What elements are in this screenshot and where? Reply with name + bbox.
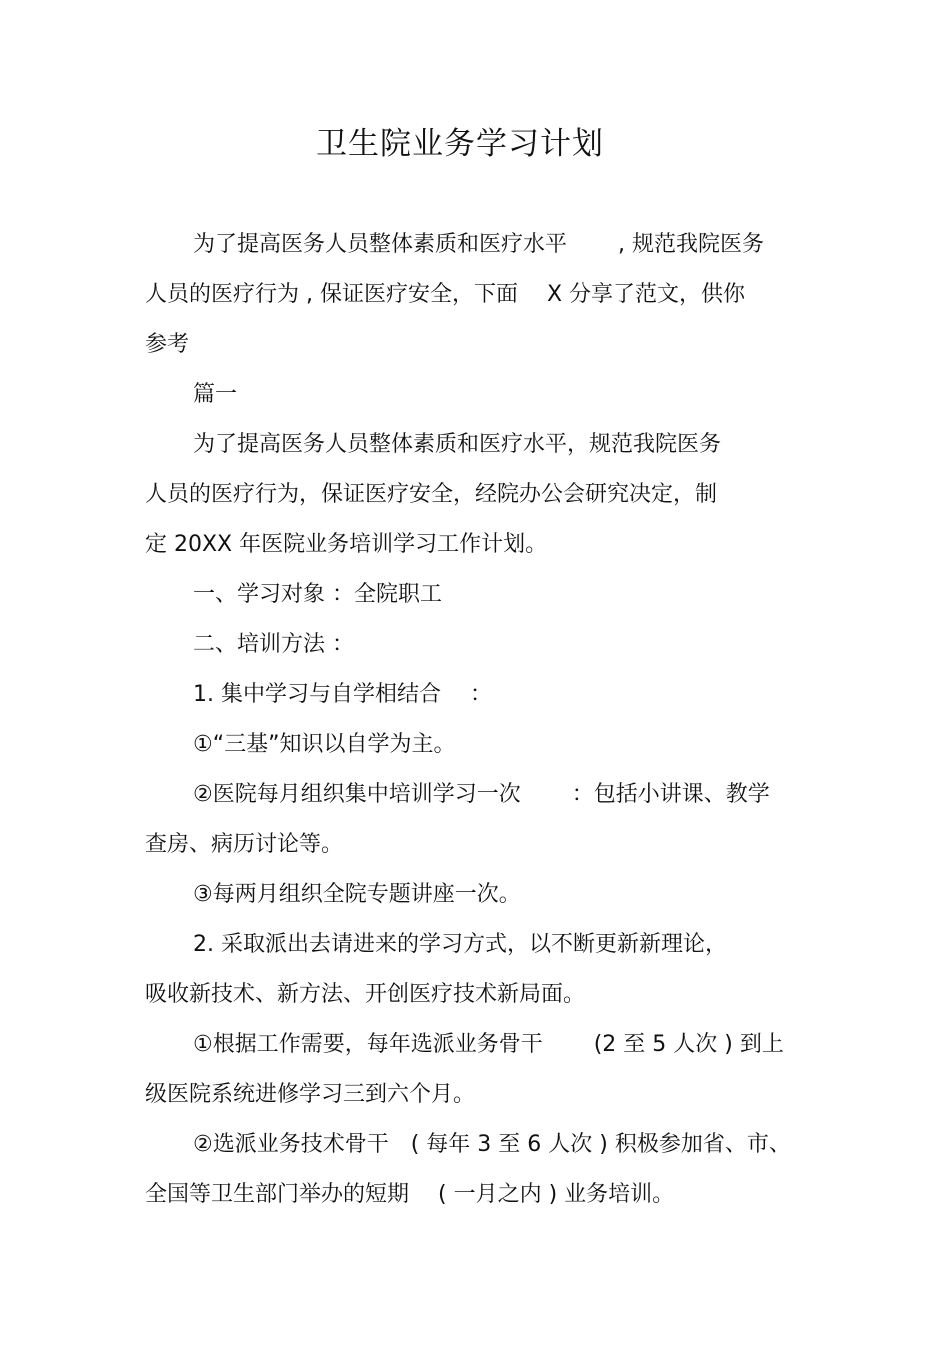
body-line: ②选派业务技术骨干 ( 每年 3 至 6 人次 ) 积极参加省、市、 [193,1132,791,1157]
body-line: 二、培训方法 ： [193,632,354,657]
body-line: 级医院系统进修学习三到六个月。 [145,1082,476,1107]
body-line: 查房、病历讨论等。 [145,832,344,857]
body-line: 参考 [145,332,190,357]
body-line: 为了提高医务人员整体素质和医疗水平，规范我院医务 [193,432,722,457]
body-line: 吸收新技术、新方法、开创医疗技术新局面。 [145,982,586,1007]
document-title: 卫生院业务学习计划 [316,126,604,162]
body-line: 为了提高医务人员整体素质和医疗水平 , 规范我院医务 [193,232,764,257]
body-line: 人员的医疗行为 , 保证医疗安全，下面 X 分享了范文，供你 [145,282,746,307]
body-line: 一、学习对象 ：全院职工 [193,582,442,607]
body-line: 篇一 [193,382,238,407]
body-line: ②医院每月组织集中培训学习一次 ：包括小讲课、教学 [193,782,770,807]
body-line: 2. 采取派出去请进来的学习方式，以不断更新新理论， [193,932,727,957]
document-body [145,220,815,1220]
body-line: ③每两月组织全院专题讲座一次。 [193,882,521,907]
body-line: ①“三基”知识以自学为主。 [193,732,456,757]
body-line: 1. 集中学习与自学相结合 ： [193,682,492,707]
body-line: 定 20XX 年医院业务培训学习工作计划。 [145,532,548,557]
body-line: 全国等卫生部门举办的短期 ( 一月之内 ) 业务培训。 [145,1182,675,1207]
body-line: ①根据工作需要，每年选派业务骨干 (2 至 5 人次 ) 到上 [193,1032,784,1057]
body-line: 人员的医疗行为，保证医疗安全，经院办公会研究决定，制 [145,482,718,507]
